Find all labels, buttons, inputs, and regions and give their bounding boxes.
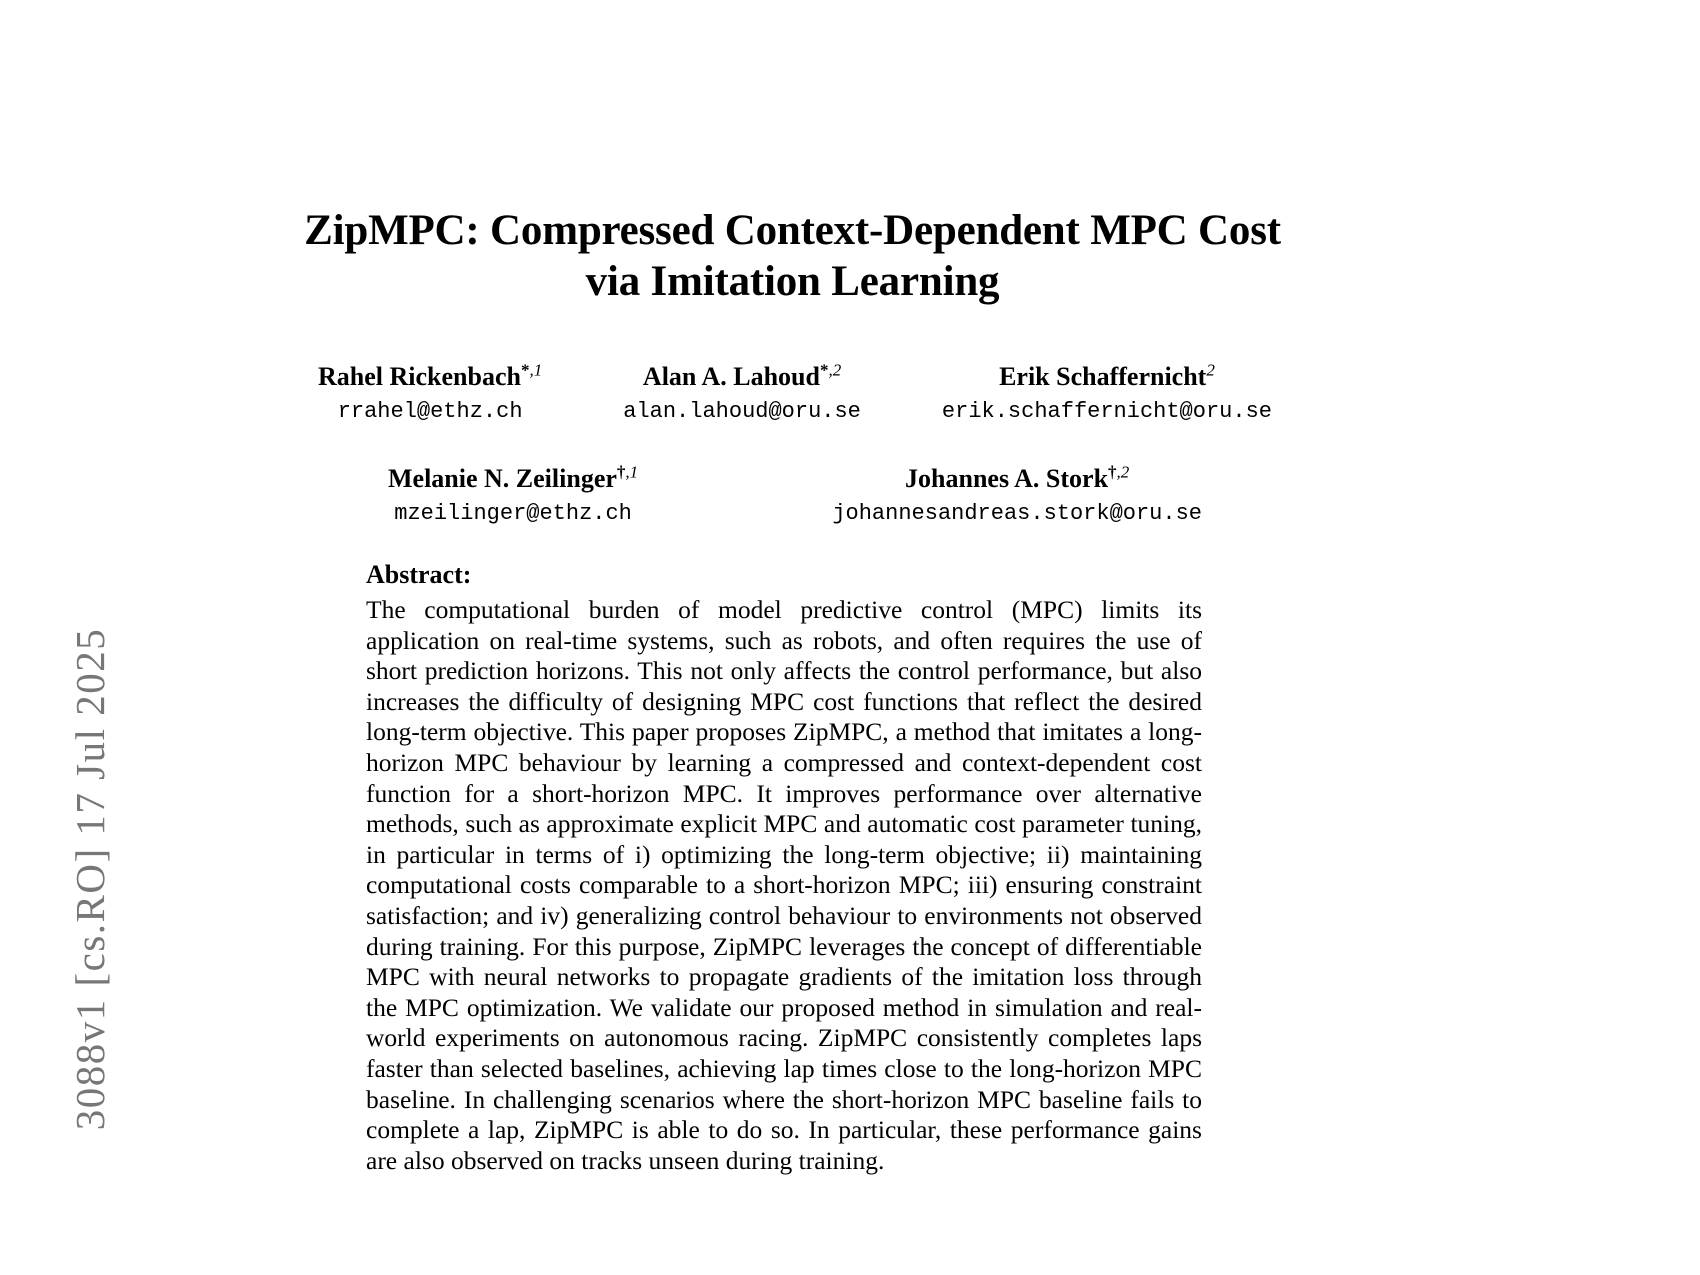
author-rahel-rickenbach: [318, 362, 542, 426]
abstract-heading: Abstract:: [366, 560, 472, 589]
author-symbol: *: [819, 360, 829, 380]
author-melanie-zeilinger: [388, 464, 638, 528]
page-title: [265, 205, 1320, 307]
author-email[interactable]: mzeilinger@ethz.ch: [394, 501, 632, 526]
author-block: [300, 362, 1290, 528]
author-email[interactable]: alan.lahoud@oru.se: [623, 399, 861, 424]
author-affiliation: 2: [1206, 360, 1215, 380]
author-email[interactable]: rrahel@ethz.ch: [337, 399, 523, 424]
author-email[interactable]: johannesandreas.stork@oru.se: [832, 501, 1202, 526]
author-symbol: †: [616, 462, 626, 482]
author-affiliation: 1: [533, 360, 543, 380]
author-row-2: [300, 464, 1290, 528]
author-symbol: †: [1108, 462, 1117, 482]
author-name: Rahel Rickenbach$^{*,1}$: [318, 360, 543, 391]
author-email[interactable]: erik.schaffernicht@oru.se: [941, 399, 1272, 424]
author-alan-lahoud: [623, 362, 861, 426]
author-affiliation: 2: [1120, 462, 1130, 482]
abstract-section: [366, 558, 1202, 1176]
author-johannes-stork: [832, 464, 1202, 528]
author-row-1: [300, 362, 1290, 426]
title-line-1: ZipMPC: Compressed Context-Dependent MPC Cost: [304, 207, 1281, 254]
author-name: Johannes A. Stork$^{\dagger,2}$: [905, 462, 1130, 493]
arxiv-identifier-stamp: 3088v1 [cs.RO] 17 Jul 2025: [67, 627, 113, 1131]
author-affiliation: 2: [832, 360, 842, 380]
author-name: Melanie N. Zeilinger$^{\dagger,1}$: [388, 462, 639, 493]
author-symbol: *: [520, 360, 530, 380]
author-affiliation: 1: [629, 462, 639, 482]
author-name: Alan A. Lahoud$^{*,2}$: [642, 360, 842, 391]
abstract-body: The computational burden of model predictive control (MPC) limits its application on real-time systems, such as robots, and often requires the use of short prediction horizons. This not only affects the control performance, but also increases the difficulty of designing MPC cost functions that reflect the desired long-term objective. This paper proposes ZipMPC, a method that imitates a long-horizon MPC behaviour by learning a compressed and context-dependent cost function for a short-horizon MPC. It improves performance over alternative methods, such as approximate explicit MPC and automatic cost parameter tuning, in particular in terms of i) optimizing the long-term objective; ii) maintaining computational costs comparable to a short-horizon MPC; iii) ensuring constraint satisfaction; and iv) generalizing control behaviour to environments not observed during training. For this purpose, ZipMPC leverages the concept of differentiable MPC with neural networks to propagate gradients of the imitation loss through the MPC optimization. We validate our proposed method in simulation and real-world experiments on autonomous racing. ZipMPC consistently completes laps faster than selected baselines, achieving lap times close to the long-horizon MPC baseline. In challenging scenarios where the short-horizon MPC baseline fails to complete a lap, ZipMPC is able to do so. In particular, these performance gains are also observed on tracks unseen during training.: [366, 595, 1202, 1175]
author-erik-schaffernicht: [942, 362, 1272, 426]
author-name: Erik Schaffernicht$^2$: [999, 360, 1215, 391]
title-line-2: via Imitation Learning: [585, 258, 1000, 305]
